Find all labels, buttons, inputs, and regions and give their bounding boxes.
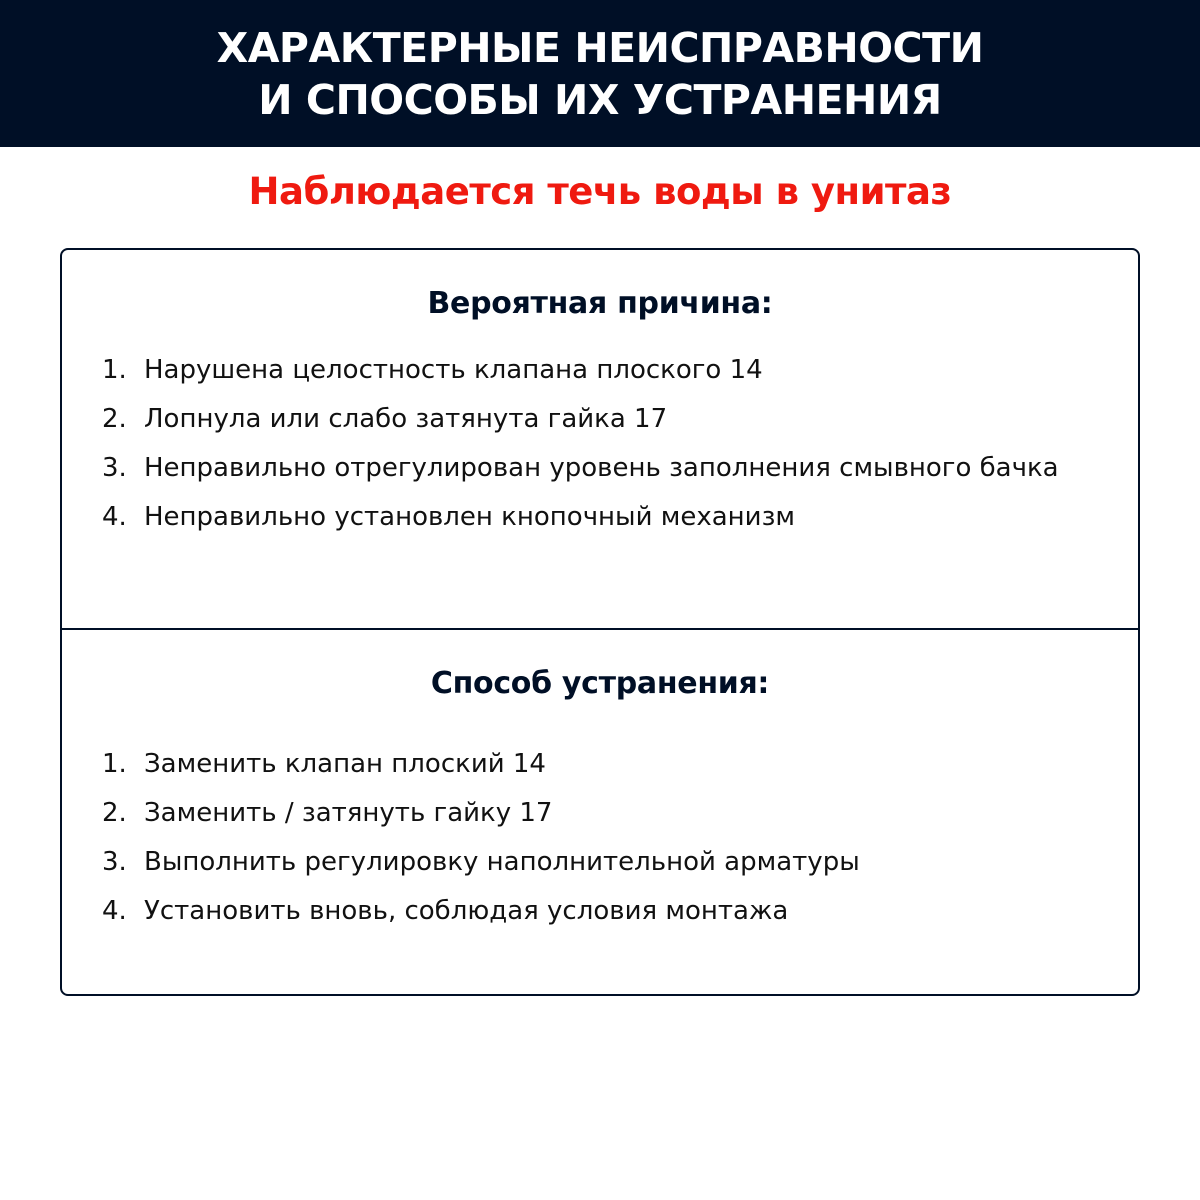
- list-item: [102, 346, 1102, 395]
- list-item: [102, 740, 1102, 789]
- list-item-text: Неправильно отрегулирован уровень заполнения смывного бачка: [144, 453, 1059, 483]
- list-item-number: 2.: [102, 404, 127, 434]
- list-item-text: Заменить клапан плоский 14: [144, 749, 546, 779]
- header-banner: [0, 0, 1200, 147]
- list-item: [102, 887, 1102, 936]
- list-item-text: Лопнула или слабо затянута гайка 17: [144, 404, 668, 434]
- solutions-list: [102, 740, 1102, 936]
- section-divider: [62, 628, 1138, 630]
- header-title-line-1: ХАРАКТЕРНЫЕ НЕИСПРАВНОСТИ: [216, 23, 984, 72]
- list-item-text: Выполнить регулировку наполнительной арматуры: [144, 847, 860, 877]
- list-item-text: Нарушена целостность клапана плоского 14: [144, 355, 763, 385]
- list-item-number: 3.: [102, 453, 127, 483]
- list-item: [102, 493, 1102, 542]
- list-item: [102, 444, 1102, 493]
- list-item: [102, 395, 1102, 444]
- list-item-number: 4.: [102, 502, 127, 532]
- list-item: [102, 838, 1102, 887]
- list-item: [102, 789, 1102, 838]
- header-title-line-2: И СПОСОБЫ ИХ УСТРАНЕНИЯ: [258, 75, 942, 124]
- list-item-number: 4.: [102, 896, 127, 926]
- causes-list: [102, 346, 1102, 542]
- list-item-number: 3.: [102, 847, 127, 877]
- problem-title: Наблюдается течь воды в унитаз: [248, 170, 952, 213]
- list-item-text: Установить вновь, соблюдая условия монтажа: [144, 896, 789, 926]
- causes-title: Вероятная причина:: [427, 286, 773, 321]
- info-card: [60, 248, 1140, 996]
- list-item-number: 1.: [102, 749, 127, 779]
- solutions-title: Способ устранения:: [430, 666, 770, 701]
- list-item-number: 2.: [102, 798, 127, 828]
- list-item-text: Заменить / затянуть гайку 17: [144, 798, 553, 828]
- list-item-number: 1.: [102, 355, 127, 385]
- list-item-text: Неправильно установлен кнопочный механизм: [144, 502, 796, 532]
